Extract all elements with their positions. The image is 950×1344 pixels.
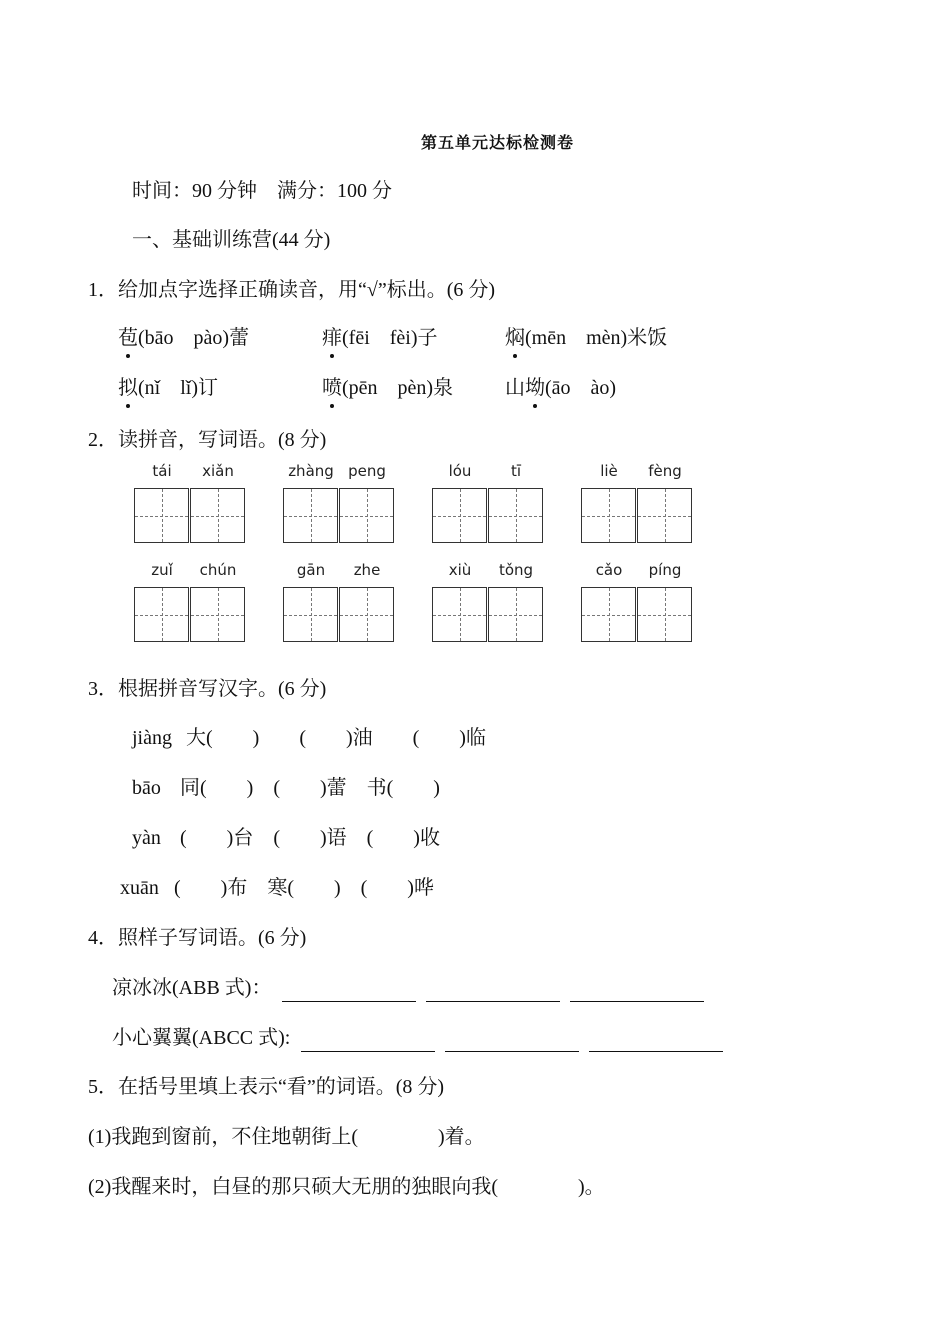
grid-guide-line: [162, 588, 163, 641]
answer-blank[interactable]: [426, 979, 560, 1002]
exam-meta: 时间：90 分钟 满分：100 分: [132, 180, 392, 202]
pronunciation-options: (pēn pèn)泉: [342, 377, 454, 399]
grid-guide-line: [367, 588, 368, 641]
grid-guide-line: [609, 489, 610, 542]
pinyin-label: tī: [510, 462, 522, 480]
grid-guide-line: [162, 489, 163, 542]
fill-in-words: ( )布 寒( ) ( )哗: [174, 877, 434, 899]
dotted-character: 喷: [322, 374, 342, 402]
item-prefix: 山: [505, 377, 525, 399]
writing-grid-cell[interactable]: [283, 488, 338, 543]
grid-guide-line: [218, 588, 219, 641]
writing-grid-cell[interactable]: [488, 587, 543, 642]
page-title: 第五单元达标检测卷: [420, 135, 574, 152]
writing-grid-cell[interactable]: [190, 488, 245, 543]
writing-grid-cell[interactable]: [283, 587, 338, 642]
writing-grid-cell[interactable]: [581, 488, 636, 543]
pinyin-label: lóu: [448, 462, 472, 480]
question-5-title: 5．在括号里填上表示“看”的词语。(8 分): [88, 1076, 445, 1098]
pinyin-label: zhe: [353, 561, 381, 579]
pinyin-label: liè: [600, 462, 618, 480]
pinyin-label: gān: [296, 561, 326, 579]
pronunciation-options: (bāo pào)蕾: [138, 327, 250, 349]
pronunciation-item: [118, 374, 218, 402]
writing-grid-cell[interactable]: [339, 488, 394, 543]
pronunciation-item: [505, 374, 616, 402]
writing-grid-cell[interactable]: [432, 488, 487, 543]
pronunciation-item: [118, 324, 249, 352]
abb-row: [112, 974, 714, 1002]
grid-guide-line: [516, 588, 517, 641]
abb-label: 凉冰冰(ABB 式)：: [112, 977, 272, 999]
answer-blank[interactable]: [301, 1029, 435, 1052]
grid-guide-line: [460, 588, 461, 641]
pinyin-prompt: jiàng: [132, 727, 172, 749]
answer-blank[interactable]: [282, 979, 416, 1002]
pinyin-label: zhàng: [288, 462, 334, 480]
pinyin-label: chún: [199, 561, 237, 579]
writing-grid-cell[interactable]: [134, 587, 189, 642]
pinyin-prompt: bāo: [132, 777, 161, 799]
fill-in-words: ( )台 ( )语 ( )收: [180, 827, 440, 849]
pinyin-label: píng: [648, 561, 682, 579]
abcc-label: 小心翼翼(ABCC 式):: [112, 1027, 291, 1049]
pinyin-label: xiǎn: [202, 462, 234, 480]
writing-grid-cell[interactable]: [488, 488, 543, 543]
grid-guide-line: [218, 489, 219, 542]
pronunciation-options: (mēn mèn)米饭: [525, 327, 668, 349]
pinyin-label: peng: [348, 462, 386, 480]
pinyin-label: fèng: [648, 462, 682, 480]
dotted-character: 焖: [505, 324, 525, 352]
question-2-title: 2．读拼音，写词语。(8 分): [88, 429, 327, 451]
answer-blank[interactable]: [445, 1029, 579, 1052]
grid-guide-line: [665, 588, 666, 641]
question-4-title: 4．照样子写词语。(6 分): [88, 927, 307, 949]
dotted-character: 坳: [525, 374, 545, 402]
pronunciation-options: (nǐ lǐ)订: [138, 377, 218, 399]
dotted-character: 苞: [118, 324, 138, 352]
grid-guide-line: [516, 489, 517, 542]
pinyin-prompt: yàn: [132, 827, 161, 849]
pinyin-prompt: xuān: [120, 877, 159, 899]
abcc-row: [112, 1024, 733, 1052]
pronunciation-options: (fēi fèi)子: [342, 327, 438, 349]
answer-blank[interactable]: [589, 1029, 723, 1052]
fill-in-words: 同( ) ( )蕾 书( ): [180, 777, 440, 799]
writing-grid-cell[interactable]: [134, 488, 189, 543]
pronunciation-item: [505, 324, 667, 352]
question-3-title: 3．根据拼音写汉字。(6 分): [88, 678, 327, 700]
grid-guide-line: [460, 489, 461, 542]
pinyin-label: zuǐ: [151, 561, 173, 579]
question-5-sentence-1: (1)我跑到窗前，不住地朝街上( )着。: [88, 1126, 485, 1148]
dotted-character: 拟: [118, 374, 138, 402]
fill-in-words: 大( ) ( )油 ( )临: [186, 727, 486, 749]
question-1-title: 1．给加点字选择正确读音，用“√”标出。(6 分): [88, 279, 496, 301]
pinyin-label: cǎo: [595, 561, 623, 579]
question-5-sentence-2: (2)我醒来时，白昼的那只硕大无朋的独眼向我( )。: [88, 1176, 605, 1198]
writing-grid-cell[interactable]: [190, 587, 245, 642]
pronunciation-item: [322, 374, 453, 402]
writing-grid-cell[interactable]: [637, 488, 692, 543]
writing-grid-cell[interactable]: [339, 587, 394, 642]
grid-guide-line: [311, 588, 312, 641]
grid-guide-line: [311, 489, 312, 542]
writing-grid-cell[interactable]: [637, 587, 692, 642]
pronunciation-item: [322, 324, 438, 352]
grid-guide-line: [665, 489, 666, 542]
pinyin-label: tǒng: [498, 561, 534, 579]
dotted-character: 痱: [322, 324, 342, 352]
answer-blank[interactable]: [570, 979, 704, 1002]
section-heading: 一、基础训练营(44 分): [132, 229, 331, 251]
grid-guide-line: [367, 489, 368, 542]
grid-guide-line: [609, 588, 610, 641]
writing-grid-cell[interactable]: [432, 587, 487, 642]
pronunciation-options: (āo ào): [545, 377, 617, 399]
pinyin-label: xiù: [448, 561, 472, 579]
pinyin-label: tái: [152, 462, 172, 480]
writing-grid-cell[interactable]: [581, 587, 636, 642]
